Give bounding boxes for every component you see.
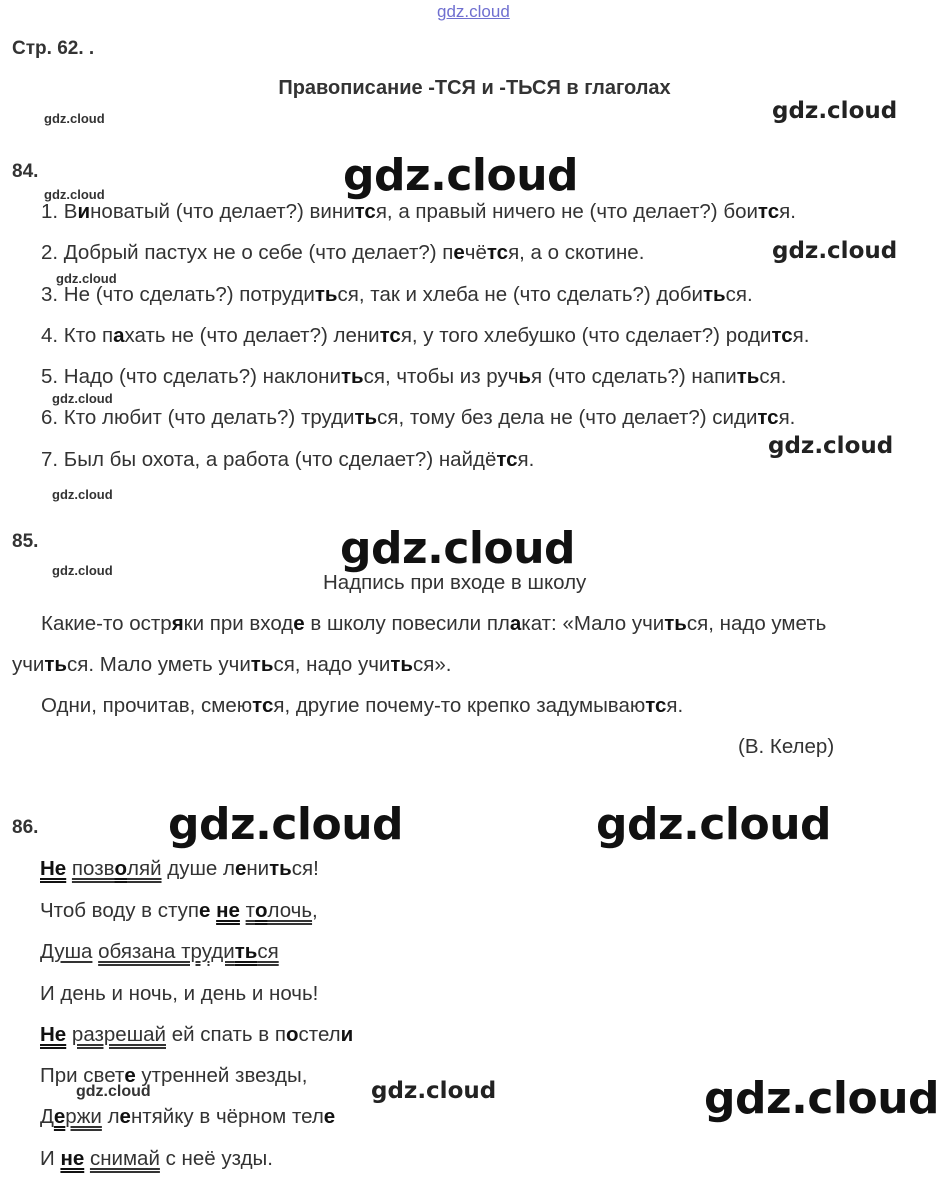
text-segment: тс: [645, 694, 667, 717]
text-segment: ся, надо учи: [273, 653, 391, 676]
text-segment: я, а правый ничего не (что делает?) бои: [375, 200, 758, 223]
exercise-85-heading: Надпись при входе в школу: [323, 571, 587, 594]
text-segment: я, другие почему-то крепко задумываю: [273, 694, 646, 717]
text-segment: в школу повесили пл: [304, 612, 510, 635]
page-reference: Стр. 62. .: [12, 38, 95, 59]
watermark: gdz.cloud: [596, 799, 832, 850]
watermark: gdz.cloud: [52, 391, 113, 406]
text-segment: И день и ночь, и день и ночь!: [40, 982, 319, 1005]
exercise-line: [41, 324, 809, 348]
text-segment: снимай: [89, 1147, 160, 1170]
text-segment: Чтоб воду в ступ: [40, 899, 199, 922]
exercise-line: [41, 241, 644, 265]
text-segment: ть: [664, 612, 687, 635]
poem-line: [40, 982, 318, 1006]
text-segment: 6. Кто любит (что делать?) труди: [41, 406, 355, 429]
text-segment: позв: [71, 857, 115, 880]
poem-line: [40, 1147, 273, 1171]
text-segment: В: [63, 200, 78, 223]
exercise-85-number: 85.: [12, 531, 39, 552]
text-segment: тс: [757, 200, 780, 223]
text-segment: е: [293, 612, 305, 635]
text-segment: 4. Кто п: [41, 324, 114, 347]
text-segment: е: [199, 899, 211, 922]
exercise-line: [41, 283, 753, 307]
text-segment: Одни, прочитав, смею: [41, 694, 253, 717]
text-segment: тс: [486, 241, 509, 264]
text-segment: Д: [40, 1105, 54, 1128]
text-segment: ся, надо уметь: [686, 612, 827, 635]
text-segment: чё: [464, 241, 487, 264]
text-segment: о: [114, 857, 128, 880]
poem-line: [40, 857, 319, 881]
watermark: gdz.cloud: [44, 111, 105, 126]
text-segment: ть: [314, 283, 338, 306]
text-segment: ть: [390, 653, 413, 676]
text-segment: нтяйку в чёрном тел: [130, 1105, 324, 1128]
text-segment: не: [216, 899, 240, 922]
text-segment: тс: [771, 324, 793, 347]
text-segment: хать не (что делает?) лени: [124, 324, 380, 347]
watermark: gdz.cloud: [44, 187, 105, 202]
text-segment: ся.: [725, 283, 753, 306]
text-segment: кат: «Мало учи: [521, 612, 665, 635]
text-segment: душе л: [161, 857, 235, 880]
text-segment: новатый (что делает?) вини: [90, 200, 355, 223]
text-segment: 2. Добрый пастух не о себе (что делает?) п: [41, 241, 454, 264]
text-segment: 5. Надо (что сделать?) наклони: [41, 365, 341, 388]
text-segment: стел: [298, 1023, 341, 1046]
text-segment: с неё узды.: [159, 1147, 273, 1170]
exercise-line: [41, 694, 683, 718]
text-segment: я.: [778, 406, 796, 429]
text-segment: ть: [250, 653, 274, 676]
text-segment: тс: [252, 694, 274, 717]
text-segment: 3. Не (что сделать?) потруди: [41, 283, 315, 306]
watermark: gdz.cloud: [371, 1078, 497, 1104]
text-segment: обязана труди: [98, 940, 235, 963]
exercise-86-number: 86.: [12, 817, 39, 838]
text-segment: ть: [44, 653, 68, 676]
text-segment: разрешай: [71, 1023, 166, 1046]
text-segment: При свет: [40, 1064, 125, 1087]
watermark: gdz.cloud: [340, 523, 576, 574]
text-segment: Не: [40, 857, 67, 880]
text-segment: ки при вход: [183, 612, 294, 635]
text-segment: 7. Был бы охота, а работа (что сделает?) найдё: [41, 448, 497, 471]
text-segment: ляй: [127, 857, 162, 880]
watermark: gdz.cloud: [437, 2, 510, 21]
watermark: gdz.cloud: [52, 563, 113, 578]
text-segment: тс: [757, 406, 779, 429]
poem-line: [40, 1105, 335, 1129]
poem-line: [40, 1023, 353, 1047]
text-segment: ей спать в п: [166, 1023, 286, 1046]
text-segment: е: [53, 1105, 66, 1128]
watermark: gdz.cloud: [772, 98, 898, 124]
text-segment: утренней звезды,: [135, 1064, 308, 1087]
text-segment: ржи: [65, 1105, 102, 1128]
text-segment: я, у того хлебушко (что сделает?) роди: [400, 324, 772, 347]
text-segment: я: [171, 612, 184, 635]
text-segment: а: [509, 612, 522, 635]
text-segment: о: [255, 899, 268, 922]
text-segment: ся, тому без дела не (что делает?) сиди: [377, 406, 758, 429]
text-segment: и: [77, 200, 91, 223]
text-segment: ть: [234, 940, 258, 963]
text-segment: я.: [779, 200, 796, 223]
poem-line: [40, 940, 279, 964]
text-segment: о: [286, 1023, 299, 1046]
watermark: gdz.cloud: [768, 433, 894, 459]
watermark: gdz.cloud: [76, 1083, 151, 1100]
text-segment: ся».: [413, 653, 452, 676]
watermark: gdz.cloud: [704, 1073, 940, 1124]
text-segment: е: [453, 241, 465, 264]
text-segment: е: [124, 1064, 136, 1087]
text-segment: е: [323, 1105, 336, 1128]
exercise-line: [41, 406, 795, 430]
text-segment: Душа: [40, 940, 93, 963]
text-segment: ни: [246, 857, 270, 880]
exercise-line: [41, 612, 826, 636]
watermark: gdz.cloud: [343, 150, 579, 201]
text-segment: ,: [312, 899, 318, 922]
watermark: gdz.cloud: [168, 799, 404, 850]
watermark: gdz.cloud: [52, 487, 113, 502]
text-segment: не: [60, 1147, 85, 1170]
text-segment: ся, так и хлеба не (что сделать?) доби: [337, 283, 703, 306]
exercise-line: [41, 365, 786, 389]
watermark: gdz.cloud: [772, 238, 898, 264]
text-segment: лочь: [267, 899, 313, 922]
exercise-84-number: 84.: [12, 161, 39, 182]
text-segment: учи: [12, 653, 45, 676]
text-segment: ть: [736, 365, 760, 388]
text-segment: и: [340, 1023, 354, 1046]
exercise-line: [41, 200, 796, 224]
text-segment: я.: [666, 694, 684, 717]
text-segment: ь: [518, 365, 532, 388]
text-segment: Не: [40, 1023, 67, 1046]
text-segment: ть: [340, 365, 364, 388]
text-segment: И: [40, 1147, 61, 1170]
text-segment: тс: [496, 448, 518, 471]
text-segment: л: [101, 1105, 120, 1128]
text-segment: ся. Мало уметь учи: [67, 653, 251, 676]
watermark: gdz.cloud: [56, 271, 117, 286]
text-segment: ть: [354, 406, 378, 429]
text-segment: т: [245, 899, 255, 922]
text-segment: ся, чтобы из руч: [363, 365, 519, 388]
text-segment: тс: [379, 324, 401, 347]
text-segment: я (что сделать?) напи: [531, 365, 737, 388]
text-segment: тс: [354, 200, 376, 223]
exercise-line: [12, 653, 451, 677]
text-segment: Какие-то остр: [41, 612, 172, 635]
poem-line: [40, 899, 318, 923]
exercise-line: [41, 448, 534, 472]
text-segment: ся.: [759, 365, 787, 388]
text-segment: 1.: [41, 200, 64, 223]
text-segment: а: [113, 324, 125, 347]
text-segment: е: [234, 857, 247, 880]
text-segment: ть: [702, 283, 726, 306]
text-segment: ся: [257, 940, 279, 963]
text-segment: е: [119, 1105, 131, 1128]
exercise-85-author: (В. Келер): [738, 735, 835, 758]
text-segment: ся!: [291, 857, 319, 880]
text-segment: я.: [517, 448, 535, 471]
page-title: Правописание -ТСЯ и -ТЬСЯ в глаголах: [278, 77, 671, 99]
text-segment: я, а о скотине.: [508, 241, 645, 264]
text-segment: я.: [792, 324, 810, 347]
text-segment: ть: [269, 857, 292, 880]
